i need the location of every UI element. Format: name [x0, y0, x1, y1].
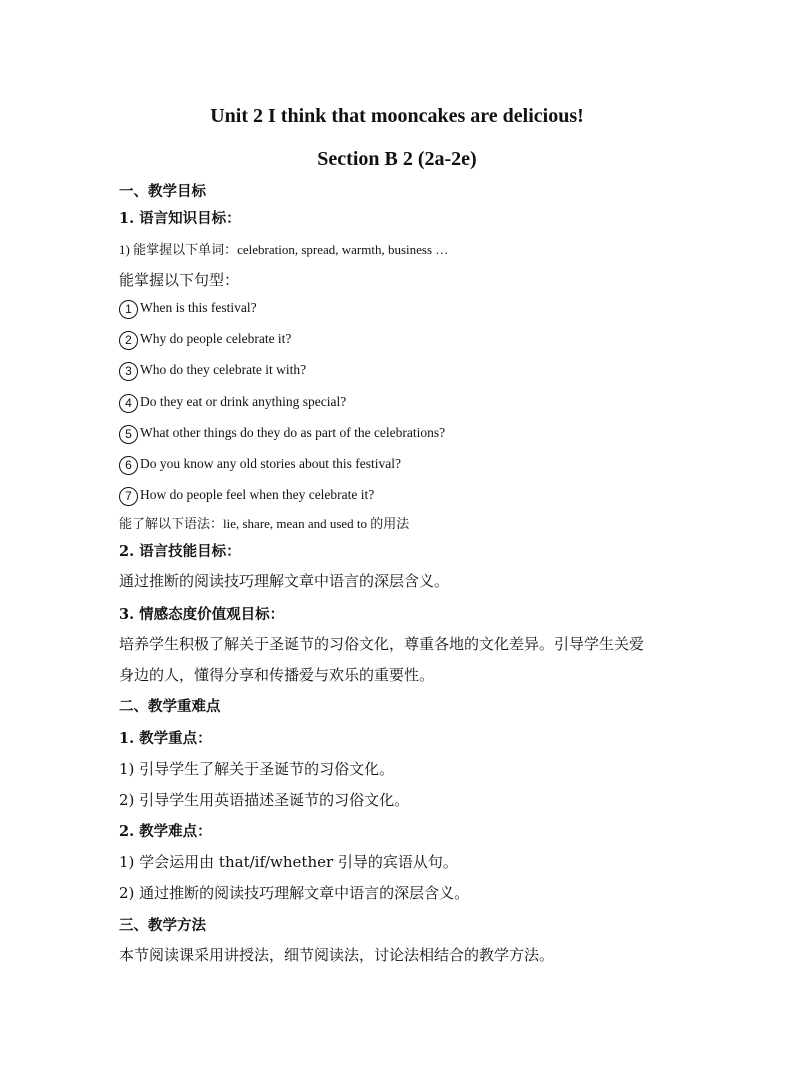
- circled-number: 7: [119, 487, 138, 506]
- circled-number: 2: [119, 331, 138, 350]
- section-heading-key-points: 二、教学重难点: [119, 698, 221, 715]
- difficult-point-1: 1) 学会运用由 that/if/whether 引导的宾语从句。: [119, 853, 458, 871]
- subheading-attitude: 3. 情感态度价值观目标：: [119, 606, 285, 623]
- circled-number: 5: [119, 425, 138, 444]
- grammar-line: 能了解以下语法：lie, share, mean and used to 的用法: [119, 516, 410, 531]
- circled-number: 6: [119, 456, 138, 475]
- question-text: When is this festival?: [140, 300, 257, 315]
- subheading-language-skills: 2. 语言技能目标：: [119, 543, 241, 560]
- section-heading-objectives: 一、教学目标: [119, 183, 206, 200]
- subheading-key: 1. 教学重点：: [119, 730, 212, 747]
- attitude-text-1: 培养学生积极了解关于圣诞节的习俗文化，尊重各地的文化差异。引导学生关爱: [119, 635, 645, 653]
- question-text: What other things do they do as part of the celebrations?: [140, 425, 446, 440]
- key-point-2: 2) 引导学生用英语描述圣诞节的习俗文化。: [119, 791, 410, 809]
- question-text: Who do they celebrate it with?: [140, 362, 307, 377]
- question-item: [119, 425, 445, 444]
- question-item: [119, 300, 257, 319]
- attitude-text-2: 身边的人，懂得分享和传播爱与欢乐的重要性。: [119, 666, 435, 684]
- difficult-point-2: 2) 通过推断的阅读技巧理解文章中语言的深层含义。: [119, 884, 470, 902]
- question-text: Why do people celebrate it?: [140, 331, 292, 346]
- subheading-language-knowledge: 1. 语言知识目标：: [119, 210, 241, 227]
- question-text: Do you know any old stories about this festival?: [140, 456, 401, 471]
- key-point-1: 1) 引导学生了解关于圣诞节的习俗文化。: [119, 760, 395, 778]
- section-heading-methods: 三、教学方法: [119, 917, 206, 934]
- circled-number: 1: [119, 300, 138, 319]
- document-title: Unit 2 I think that mooncakes are delicious!: [210, 105, 584, 127]
- question-text: Do they eat or drink anything special?: [140, 394, 347, 409]
- circled-number: 3: [119, 362, 138, 381]
- question-text: How do people feel when they celebrate it?: [140, 487, 375, 502]
- subheading-difficult: 2. 教学难点：: [119, 823, 212, 840]
- method-text: 本节阅读课采用讲授法，细节阅读法，讨论法相结合的教学方法。: [119, 946, 555, 964]
- question-item: [119, 362, 306, 381]
- circled-number: 4: [119, 394, 138, 413]
- question-item: [119, 487, 374, 506]
- question-item: [119, 394, 346, 413]
- document-subtitle: Section B 2 (2a-2e): [317, 148, 477, 170]
- skill-text: 通过推断的阅读技巧理解文章中语言的深层含义。: [119, 572, 450, 590]
- vocab-line: 1) 能掌握以下单词：celebration, spread, warmth, business …: [119, 242, 449, 257]
- question-item: [119, 331, 291, 350]
- question-item: [119, 456, 401, 475]
- patterns-intro: 能掌握以下句型：: [119, 271, 240, 289]
